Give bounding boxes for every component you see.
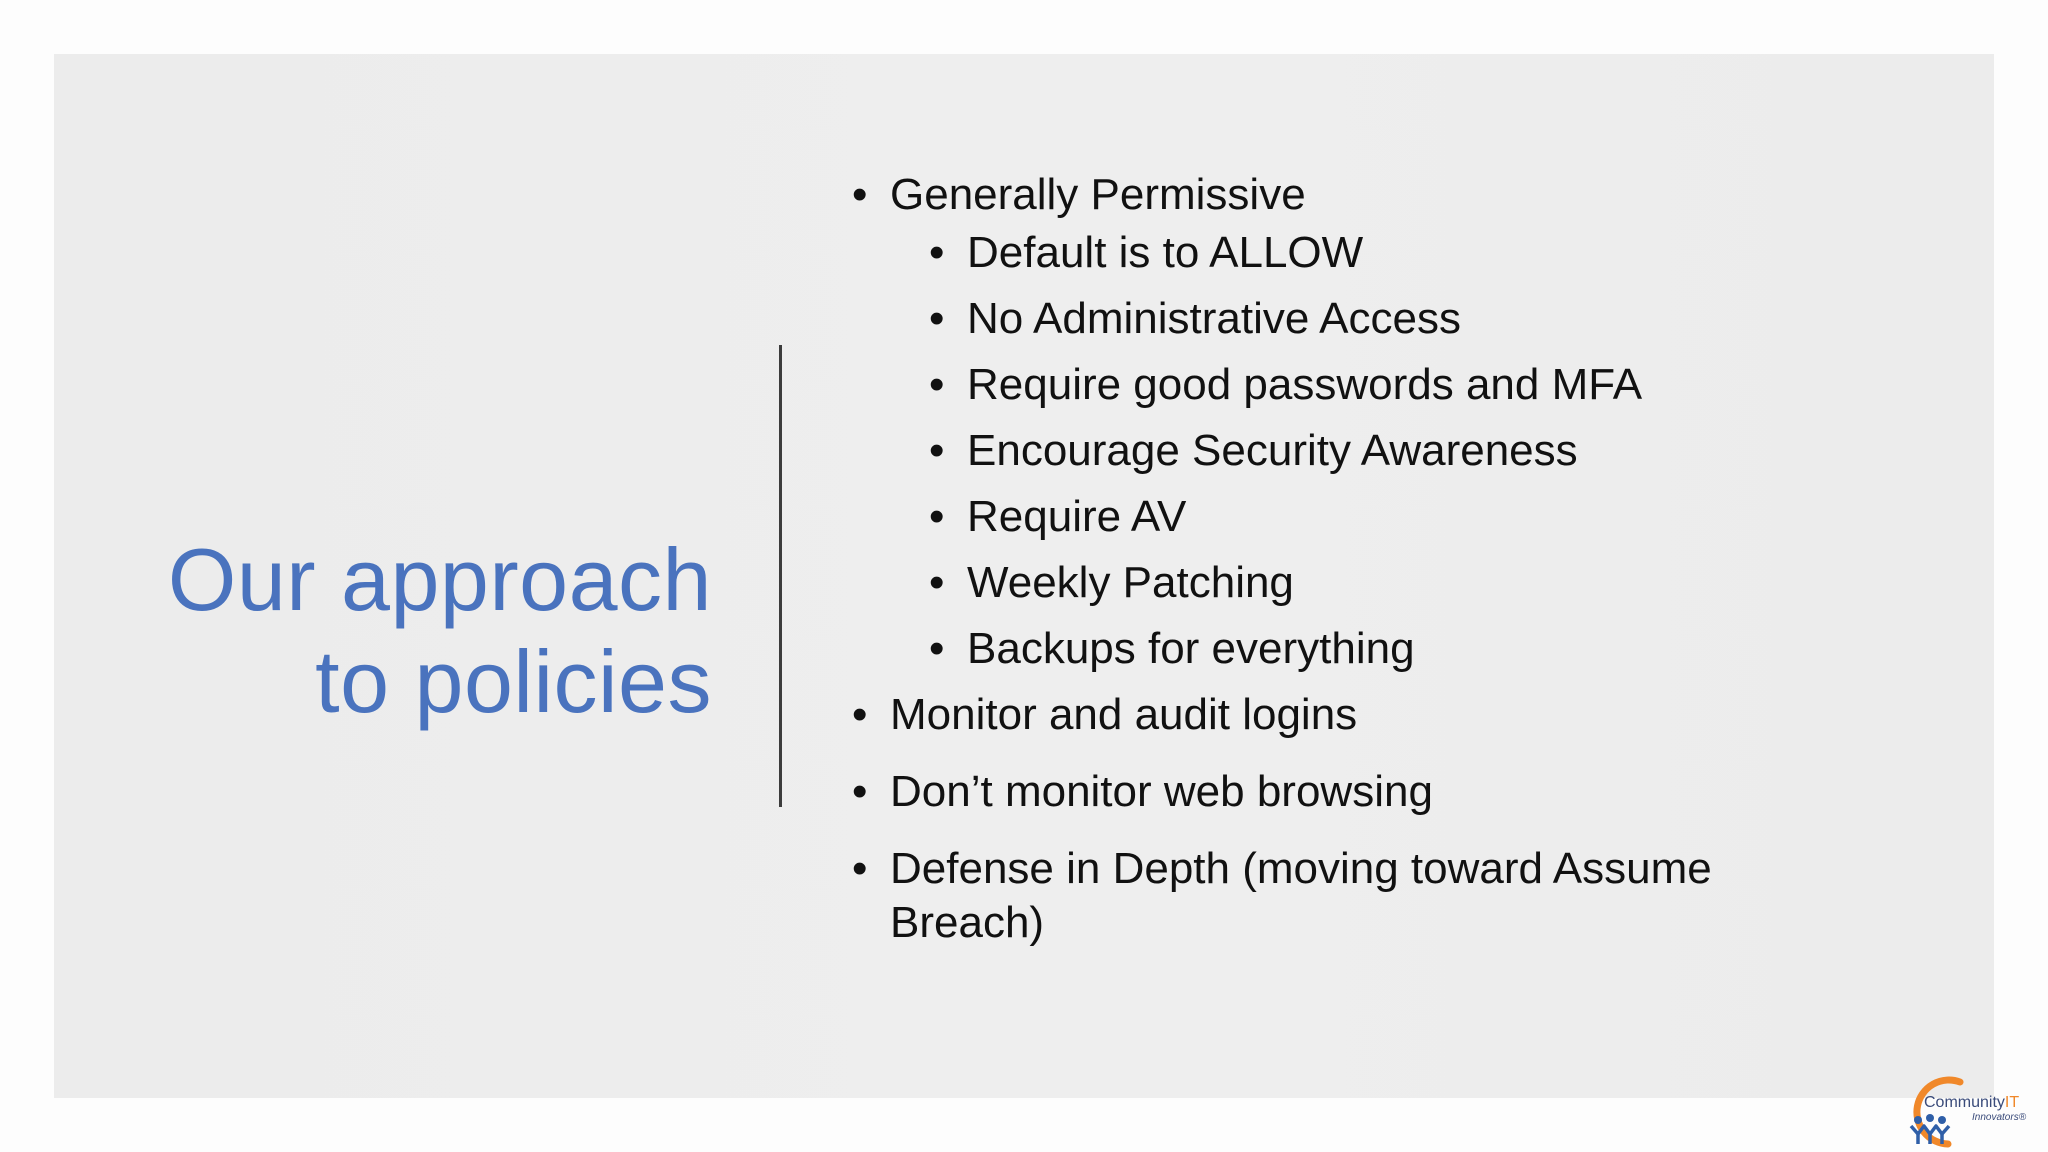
bullet-dot: • [929,426,945,475]
sub-bullet-text: Default is to ALLOW [967,228,1364,277]
bullet-dot: • [929,492,945,541]
sub-bullet-item [850,556,1850,610]
bullet-dot: • [852,170,868,219]
bullet-text: Generally Permissive [890,170,1306,219]
bullet-dot: • [929,228,945,277]
slide-title-line-2: to policies [315,631,712,731]
bullet-item [850,168,1850,676]
sub-bullet-text: Require good passwords and MFA [967,360,1643,409]
logo-wordmark-main: Community [1924,1094,2005,1111]
bullet-dot: • [929,558,945,607]
bullet-dot: • [929,294,945,343]
sub-bullet-text: No Administrative Access [967,294,1461,343]
bullet-item [850,765,1850,819]
sub-bullet-item [850,226,1850,280]
sub-bullet-text: Encourage Security Awareness [967,426,1578,475]
bullet-dot: • [929,360,945,409]
bullet-dot: • [852,767,868,816]
sub-bullet-item [850,358,1850,412]
bullet-dot: • [852,844,868,893]
sub-bullet-item [850,622,1850,676]
sub-bullet-text: Weekly Patching [967,558,1294,607]
sub-bullet-text: Backups for everything [967,624,1415,673]
slide-title [72,529,712,733]
bullet-text: Don’t monitor web browsing [890,767,1433,816]
bullet-text-line-1: Defense in Depth (moving toward Assume [890,844,1712,893]
bullet-list [850,168,1850,973]
logo-wordmark [1924,1094,2019,1112]
slide-title-line-1: Our approach [167,529,712,629]
sub-bullet-item [850,490,1850,544]
bullet-dot: • [852,690,868,739]
sub-bullet-item [850,424,1850,478]
logo-tagline: Innovators® [1972,1112,2027,1123]
company-logo [1900,1068,2040,1148]
sub-bullet-item [850,292,1850,346]
sub-bullet-list [890,226,1850,676]
logo-wordmark-accent: IT [2004,1094,2020,1111]
vertical-divider [779,345,782,807]
bullet-item [850,842,1850,950]
sub-bullet-text: Require AV [967,492,1187,541]
bullet-item [850,688,1850,742]
bullet-text: Monitor and audit logins [890,690,1358,739]
bullet-dot: • [929,624,945,673]
bullet-text-line-2: Breach) [890,898,1045,947]
